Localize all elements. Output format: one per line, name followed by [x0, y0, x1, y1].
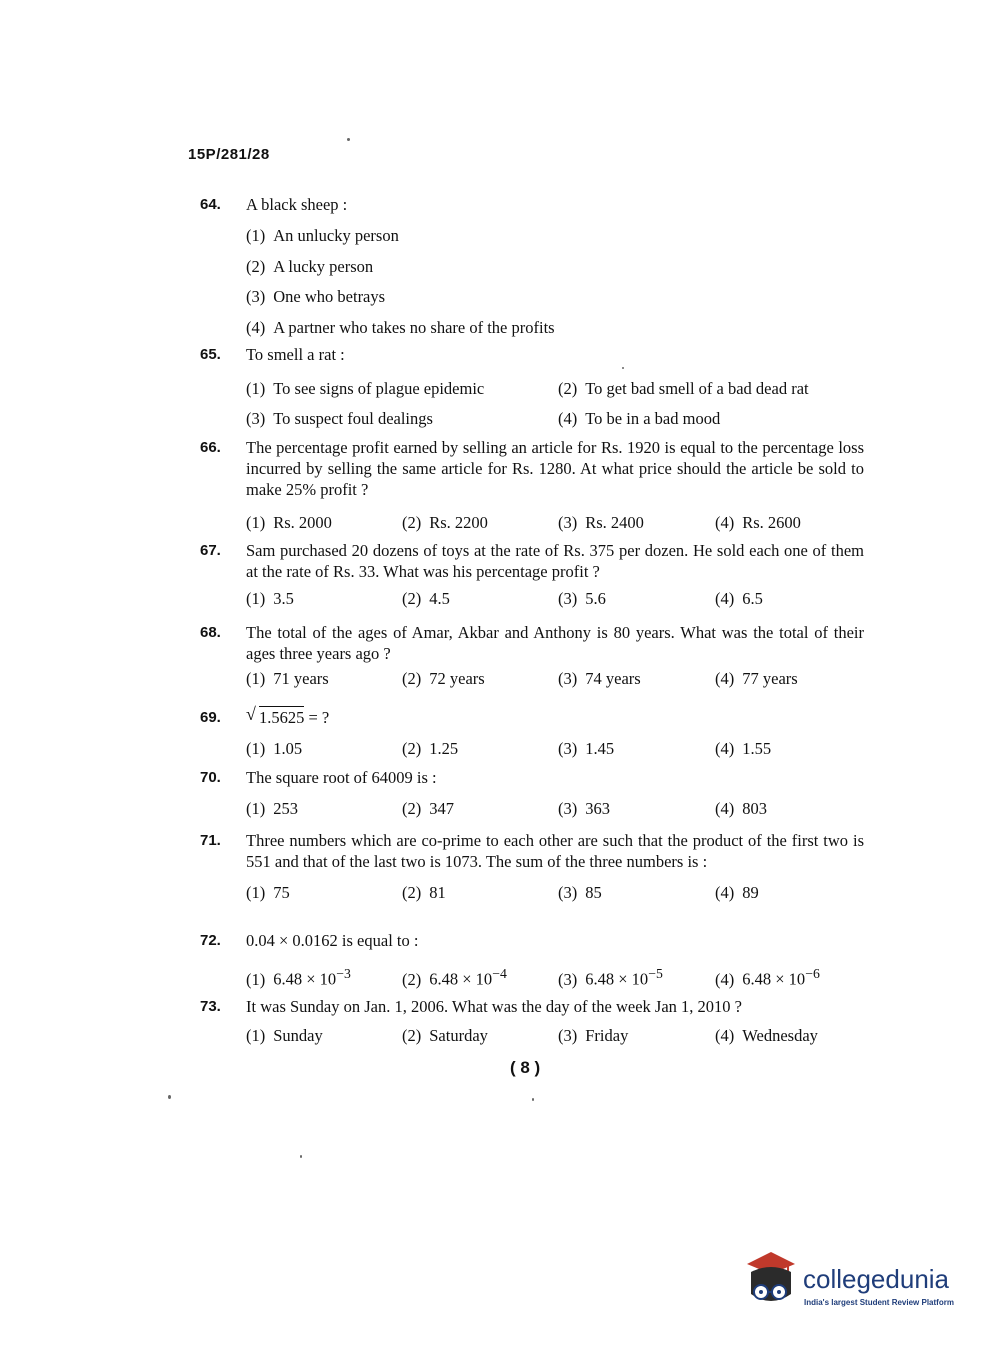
question-65	[200, 344, 864, 434]
option-4: (4) 803	[715, 799, 767, 818]
question-68	[200, 622, 864, 694]
option-2: (2) A lucky person	[246, 256, 374, 276]
scan-speck	[347, 138, 350, 141]
question-73	[200, 996, 864, 1051]
scan-speck	[300, 1155, 302, 1158]
option-3: (3) 74 years	[558, 669, 641, 688]
option-1: (1) Rs. 2000	[246, 513, 332, 532]
question-number: 72.	[200, 932, 221, 949]
question-number: 66.	[200, 439, 221, 456]
option-3: (3) Rs. 2400	[558, 513, 644, 532]
paper-code: 15P/281/28	[188, 146, 270, 163]
page-number: ( 8 )	[510, 1058, 541, 1077]
option-3: (3) Friday	[558, 1026, 629, 1045]
question-number: 65.	[200, 346, 221, 363]
question-70	[200, 767, 864, 824]
option-2: (2) $6.48 \times 10^{-4}$	[402, 966, 507, 989]
option-4: (4) Rs. 2600	[715, 513, 801, 532]
question-71	[200, 830, 864, 908]
question-number: 64.	[200, 196, 221, 213]
option-2: (2) 4.5	[402, 589, 450, 608]
scan-speck	[622, 367, 624, 369]
option-1: (1) 253	[246, 799, 298, 818]
logo-tagline: India's largest Student Review Platform	[804, 1298, 954, 1307]
question-text: Three numbers which are co-prime to each other are such that the product of the first two is 551 and that of the last two is 1073. The sum of the three numbers is :	[246, 831, 864, 871]
question-67	[200, 540, 864, 614]
option-4: (4) To be in a bad mood	[558, 409, 721, 428]
logo-wordmark: collegedunia	[803, 1264, 950, 1294]
option-1: (1) An unlucky person	[246, 226, 399, 245]
option-2: (2) 81	[402, 883, 446, 902]
question-number: 67.	[200, 542, 221, 559]
question-text: The percentage profit earned by selling an article for Rs. 1920 is equal to the percentage loss incurred by selling the same article for Rs. 1280. At what price should the article be sold to make 25% profit ?	[246, 438, 864, 499]
option-4: (4) 1.55	[715, 739, 772, 758]
option-2: (2) 347	[402, 799, 454, 818]
option-1: (1) 3.5	[246, 589, 294, 608]
question-number: 69.	[200, 709, 221, 726]
question-text: To smell a rat :	[246, 345, 345, 364]
question-number: 68.	[200, 624, 221, 641]
option-3: (3) $6.48 \times 10^{-5}$	[558, 966, 663, 989]
option-2: (2) 72 years	[402, 669, 485, 688]
question-text: Sam purchased 20 dozens of toys at the rate of Rs. 375 per dozen. He sold each one of them at the rate of Rs. 33. What was his percentage profit ?	[246, 541, 864, 581]
question-66	[200, 437, 864, 538]
option-4: (4) 6.5	[715, 589, 763, 608]
option-1: (1) Sunday	[246, 1026, 323, 1045]
option-1: (1) To see signs of plague epidemic	[246, 379, 485, 398]
option-4: (4) 77 years	[715, 669, 798, 688]
option-4: (4) Wednesday	[715, 1026, 818, 1045]
option-2: (2) To get bad smell of a bad dead rat	[558, 379, 809, 398]
option-1: (1) 1.05	[246, 739, 303, 758]
option-3: (3) One who betrays	[246, 287, 386, 306]
question-number: 73.	[200, 998, 221, 1015]
question-number: 70.	[200, 769, 221, 786]
option-4: (4) $6.48 \times 10^{-6}$	[715, 966, 820, 989]
option-3: (3) To suspect foul dealings	[246, 409, 433, 428]
collegedunia-logo	[741, 1250, 971, 1320]
option-4: (4) A partner who takes no share of the profits	[246, 317, 555, 337]
question-72	[200, 930, 864, 989]
option-1: (1) 71 years	[246, 669, 329, 688]
option-3: (3) 1.45	[558, 739, 615, 758]
option-2: (2) Rs. 2200	[402, 513, 488, 532]
question-number: 71.	[200, 832, 221, 849]
question-69	[200, 704, 864, 764]
mascot-icon	[741, 1250, 799, 1312]
option-2: (2) Saturday	[402, 1026, 488, 1045]
option-3: (3) 5.6	[558, 589, 606, 608]
square-root-expression: √ 1.5625	[246, 704, 305, 727]
option-2: (2) 1.25	[402, 739, 459, 758]
option-3: (3) 85	[558, 883, 602, 902]
scan-speck	[168, 1095, 171, 1099]
question-text: A black sheep :	[246, 195, 348, 214]
option-1: (1) $6.48 \times 10^{-3}$	[246, 966, 351, 989]
option-1: (1) 75	[246, 883, 290, 902]
scan-speck	[532, 1098, 534, 1101]
option-3: (3) 363	[558, 799, 610, 818]
question-text: It was Sunday on Jan. 1, 2006. What was the day of the week Jan 1, 2010 ?	[246, 997, 742, 1016]
question-text: The square root of 64009 is :	[246, 768, 437, 787]
question-text: 0.04 × 0.0162 is equal to :	[246, 931, 419, 950]
question-64	[200, 194, 864, 343]
question-text: The total of the ages of Amar, Akbar and Anthony is 80 years. What was the total of their ages three years ago ?	[246, 623, 864, 663]
question-text: √ 1.5625 = ?	[246, 704, 330, 727]
option-4: (4) 89	[715, 883, 759, 902]
